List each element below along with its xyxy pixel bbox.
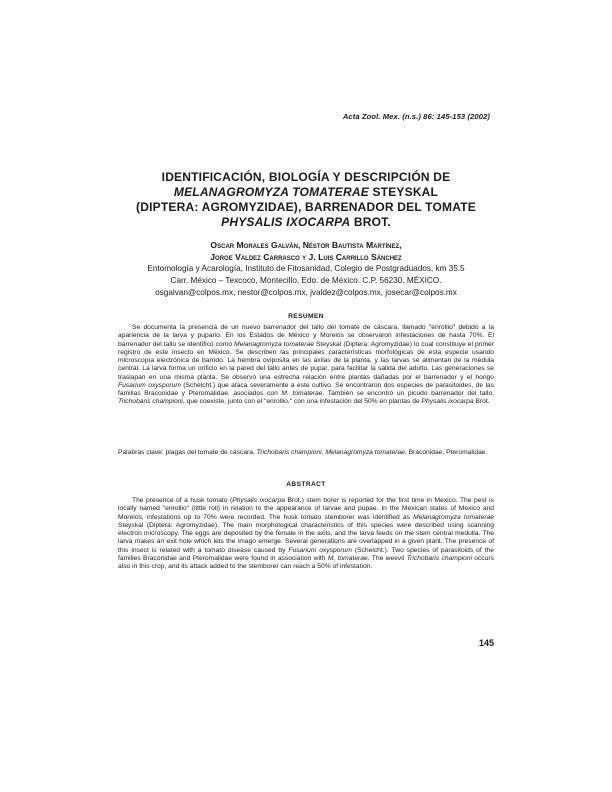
species-name: Melanagromyza tomaterae [234, 340, 314, 348]
abstract-paragraph [118, 497, 494, 571]
title-line-3: (DIPTERA: AGROMYZIDAE), BARRENADOR DEL TOMATE [136, 200, 476, 214]
page-number: 145 [478, 638, 494, 648]
species-name: M. tomaterae [327, 554, 368, 562]
title-line-4 [120, 215, 492, 230]
title-species-name: MELANAGROMYZA TOMATERAE [173, 185, 369, 199]
resumen-text: , que coexiste, junto con el "enrollio," con una infestación del 50% en plantas de [182, 398, 422, 406]
abstract-text: Brot.) stem borer is reported for the first time in Mexico. The pest is locally named "enrollio" (little roll) in relation to the appearance of larvae and pupae. In the Mexican states of Mexico and Morelos, infestations up to 70% were recorded. The husk tomato stemborer was identified as [118, 497, 494, 521]
abstract-text: occurs also in this crop, and its attack added to the stemborer can reach a 50% of infestation. [118, 554, 494, 570]
resumen-text: Steyskal (Diptera: Agromyzidae) lo cual constituye el primer registro de este insecto en México. Se describen las principales características morfológicas de esta especie usando microscopía electrónica de barrido. La hembra oviposita en las axilas de la planta, y las larvas se alimentan de la médula central. La larva forma un orificio en la pared del tallo antes de pupar, para facilitar la salida del adulto. Las generaciones se traslapan en una misma planta. Se observó una estrecha relación entre plantas dañadas por el barrenador y el hongo [118, 340, 495, 381]
resumen-text: (Schelcht.) que ataca severamente a este cultivo. Se encontraron dos especies de parasitoides, de las familias Braconidae y Pteromalidae, asociados con [118, 381, 494, 397]
resumen-paragraph [118, 324, 494, 407]
species-name: Trichobaris championi [406, 554, 472, 562]
species-name: Physalis ixocarpa [421, 398, 474, 406]
article-title [120, 170, 492, 230]
abstract-text: Steyskal (Diptera: Agromyzidae). The main morphological characteristics of this species were described using scanning electron microscopy. The eggs are deposited by the female in the axils, and the larva feeds on the stem central medulla. The larva makes an exit hole which lets the imago emerge. Several generations are overlapped in a given plant. The presence of this insect is related with a tomato disease caused by [118, 521, 494, 554]
abstract-heading: ABSTRACT [286, 481, 326, 488]
abstract-text: . The weevil [367, 554, 407, 562]
species-name: M. tomaterae [281, 390, 323, 397]
resumen-text: Se documenta la presencia de un nuevo barrenador del tallo del tomate de cáscara, llamado "enrollio" debido a la apariencia de la larva y pupario. En los Estados de México y Morelos se observaron infestaciones de hasta 70%. El barrenador del tallo se identificó como [118, 324, 494, 348]
keywords-text: , [321, 449, 326, 456]
species-name: Physalis ixocarpa [232, 497, 285, 504]
keywords-text: , Braconidae, Pteromalidae. [404, 449, 488, 456]
author-address: Carr. México – Texcoco, Montecillo, Edo. de México. C.P. 56230. MÉXICO. [170, 276, 442, 285]
journal-reference: Acta Zool. Mex. (n.s.) 86: 145-153 (2002) [342, 112, 490, 121]
author-names-line-1: Oscar Morales Galván, Néstor Bautista Martínez, [210, 240, 402, 250]
species-name: Fusarium oxysporum [118, 381, 181, 389]
resumen-heading: RESUMEN [288, 313, 324, 320]
title-species-author: STEYSKAL [368, 185, 439, 199]
resumen-keywords [118, 449, 494, 457]
title-host-name: PHYSALIS IXOCARPA [221, 215, 351, 229]
author-block [120, 239, 492, 299]
title-host-author: BROT. [350, 215, 391, 229]
resumen-text: Brot. [473, 398, 490, 406]
species-name: Melanagromyza tomaterae [325, 449, 405, 456]
author-names-line-2: Jorge Valdez Carrasco y J. Luis Carrillo Sánchez [210, 252, 402, 262]
author-emails: osgalvan@colpos.mx, nestor@colpos.mx, jvaldez@colpos.mx, josecar@colpos.mx [155, 288, 457, 297]
title-line-1: IDENTIFICACIÓN, BIOLOGÍA Y DESCRIPCIÓN DE [161, 170, 451, 184]
abstract-text: The presence of a husk tomato ( [132, 497, 233, 504]
author-affiliation: Entomología y Acarología, Instituto de Fitosanidad, Colegio de Postgraduados, km 35.5 [147, 264, 465, 273]
resumen-text: . También se encontró un picudo barrenador del tallo, [322, 390, 494, 397]
species-name: Trichobaris championi [118, 398, 183, 406]
species-name: Fusarium oxysporum [288, 546, 352, 554]
title-line-2 [120, 185, 492, 200]
species-name: Trichobaris championi [256, 449, 322, 456]
abstract-text: (Schelcht.). Two species of parasitoids of the families Braconidae and Pteromalidae were found in association with [118, 546, 495, 562]
keywords-text: Palabras clave: plagas del tomate de cáscara, [118, 449, 257, 456]
species-name: Melanagromyza tomaterae [413, 513, 495, 521]
